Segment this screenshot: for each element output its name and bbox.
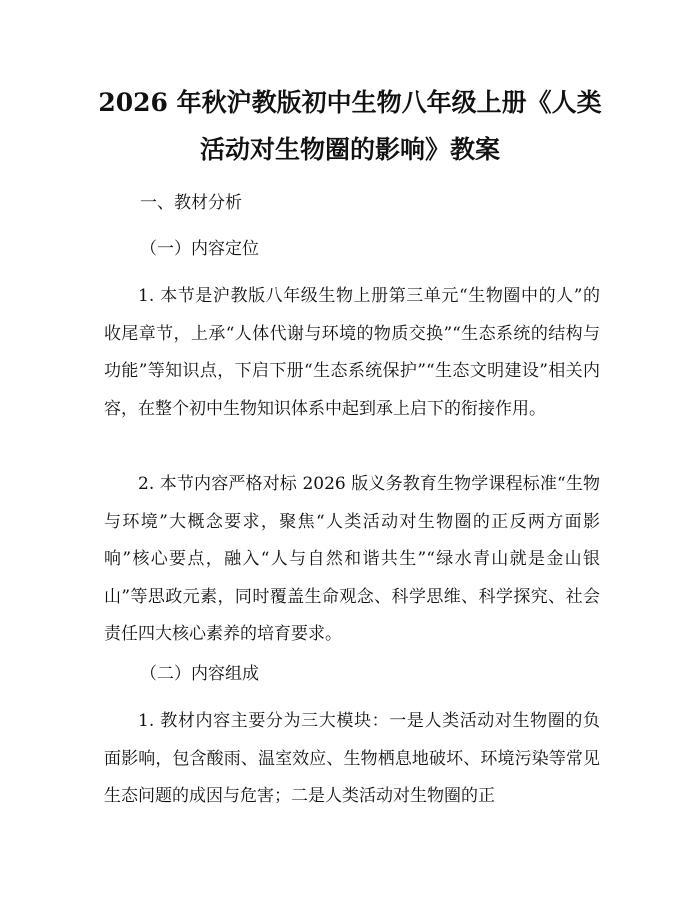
document-title-line-1: 2026 年秋沪教版初中生物八年级上册《人类 [98, 88, 602, 117]
document-title-line-2: 活动对生物圈的影响》教案 [199, 135, 500, 164]
paragraph-positioning-2: 2. 本节内容严格对标 2026 版义务教育生物学课程标准“生物与环境”大概念要求，聚焦“人类活动对生物圈的正反两方面影响”核心要点，融入“人与自然和谐共生”“绿水青山就是金山银山”等思政元素，同时覆盖生命观念、科学思维、科学探究、社会责任四大核心素养的培育要求。 [104, 474, 600, 644]
section-heading-textbook-analysis: 一、教材分析 [140, 193, 242, 213]
subsection-heading-content-composition: （二）内容组成 [140, 664, 259, 684]
paragraph-positioning-1: 1. 本节是沪教版八年级生物上册第三单元“生物圈中的人”的收尾章节，上承“人体代谢与环境的物质交换”“生态系统的结构与功能”等知识点，下启下册“生态系统保护”“生态文明建设”相关内容，在整个初中生物知识体系中起到承上启下的衔接作用。 [104, 286, 600, 419]
paragraph-composition-1: 1. 教材内容主要分为三大模块：一是人类活动对生物圈的负面影响，包含酸雨、温室效应、生物栖息地破坏、环境污染等常见生态问题的成因与危害；二是人类活动对生物圈的正 [104, 711, 600, 806]
subsection-heading-content-positioning: （一）内容定位 [140, 239, 259, 259]
